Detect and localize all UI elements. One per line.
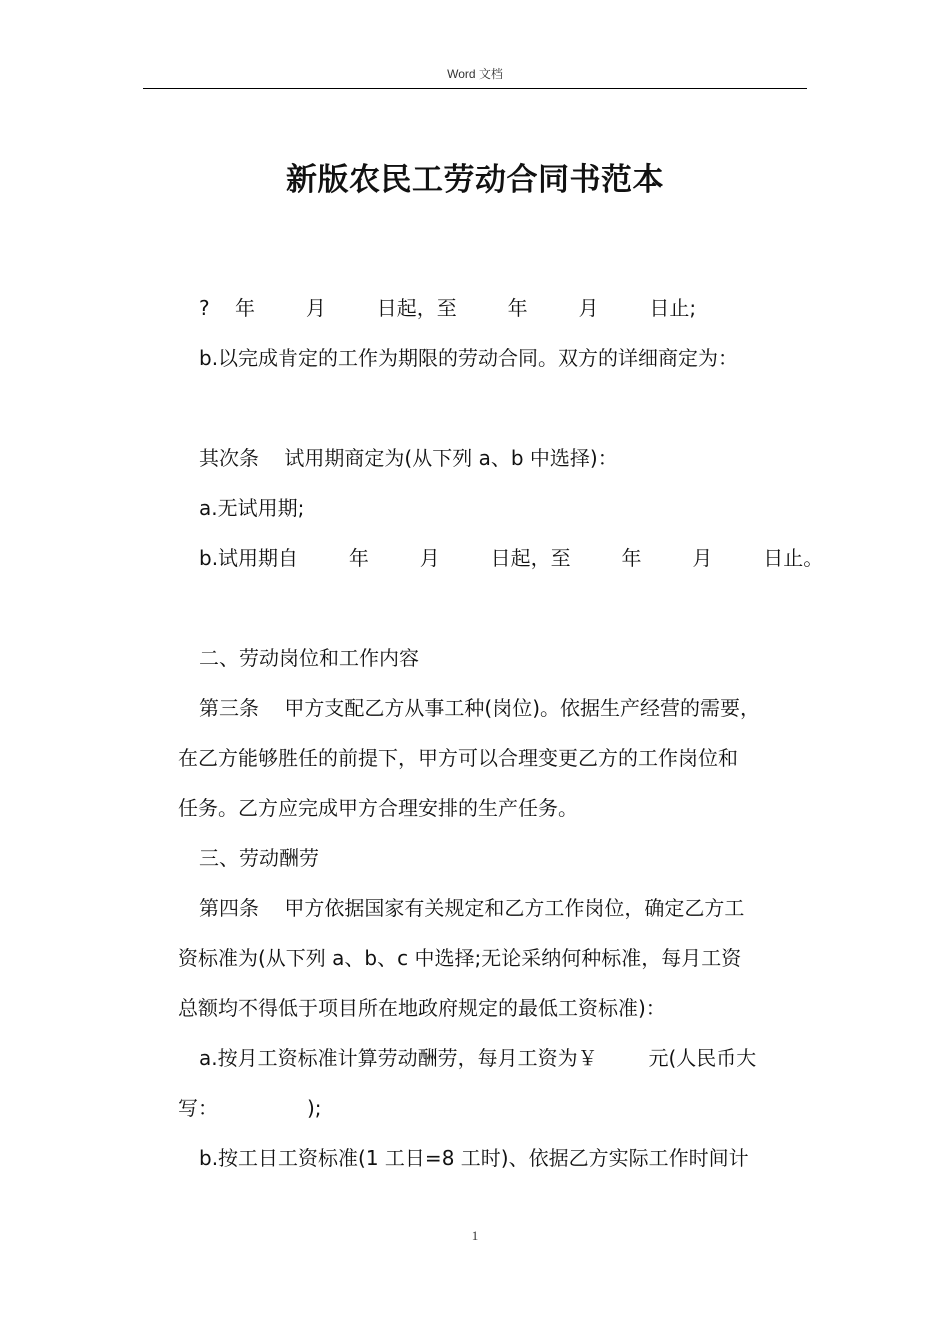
page-header: Word 文档	[143, 64, 807, 89]
paragraph-line: 资标准为(从下列 a、b、c 中选择;无论采纳何种标准，每月工资	[178, 946, 742, 970]
paragraph-line: b.按工日工资标准(1 工日=8 工时)、依据乙方实际工作时间计	[199, 1146, 749, 1170]
paragraph-line: b.试用期自 年 月 日起，至 年 月 日止。	[199, 546, 824, 570]
paragraph-line: b.以完成肯定的工作为期限的劳动合同。双方的详细商定为：	[199, 346, 739, 370]
section-heading: 三、劳动酬劳	[199, 846, 319, 870]
paragraph-line: 总额均不得低于项目所在地政府规定的最低工资标准)：	[178, 996, 666, 1020]
paragraph-line: a.按月工资标准计算劳动酬劳，每月工资为￥ 元(人民币大	[199, 1046, 757, 1070]
paragraph-line: 任务。乙方应完成甲方合理安排的生产任务。	[178, 796, 578, 820]
page-number: 1	[471, 1228, 479, 1243]
document-title: 新版农民工劳动合同书范本	[286, 162, 664, 198]
paragraph-line: 第三条 甲方支配乙方从事工种(岗位)。依据生产经营的需要，	[199, 696, 761, 720]
paragraph-line: ? 年 月 日起，至 年 月 日止;	[199, 296, 697, 320]
paragraph-line: 在乙方能够胜任的前提下，甲方可以合理变更乙方的工作岗位和	[178, 746, 738, 770]
paragraph-line: 第四条 甲方依据国家有关规定和乙方工作岗位，确定乙方工	[199, 896, 745, 920]
paragraph-line: 写： );	[178, 1096, 322, 1120]
section-heading: 二、劳动岗位和工作内容	[199, 646, 419, 670]
paragraph-line: a.无试用期;	[199, 496, 305, 520]
paragraph-line: 其次条 试用期商定为(从下列 a、b 中选择)：	[199, 446, 618, 470]
